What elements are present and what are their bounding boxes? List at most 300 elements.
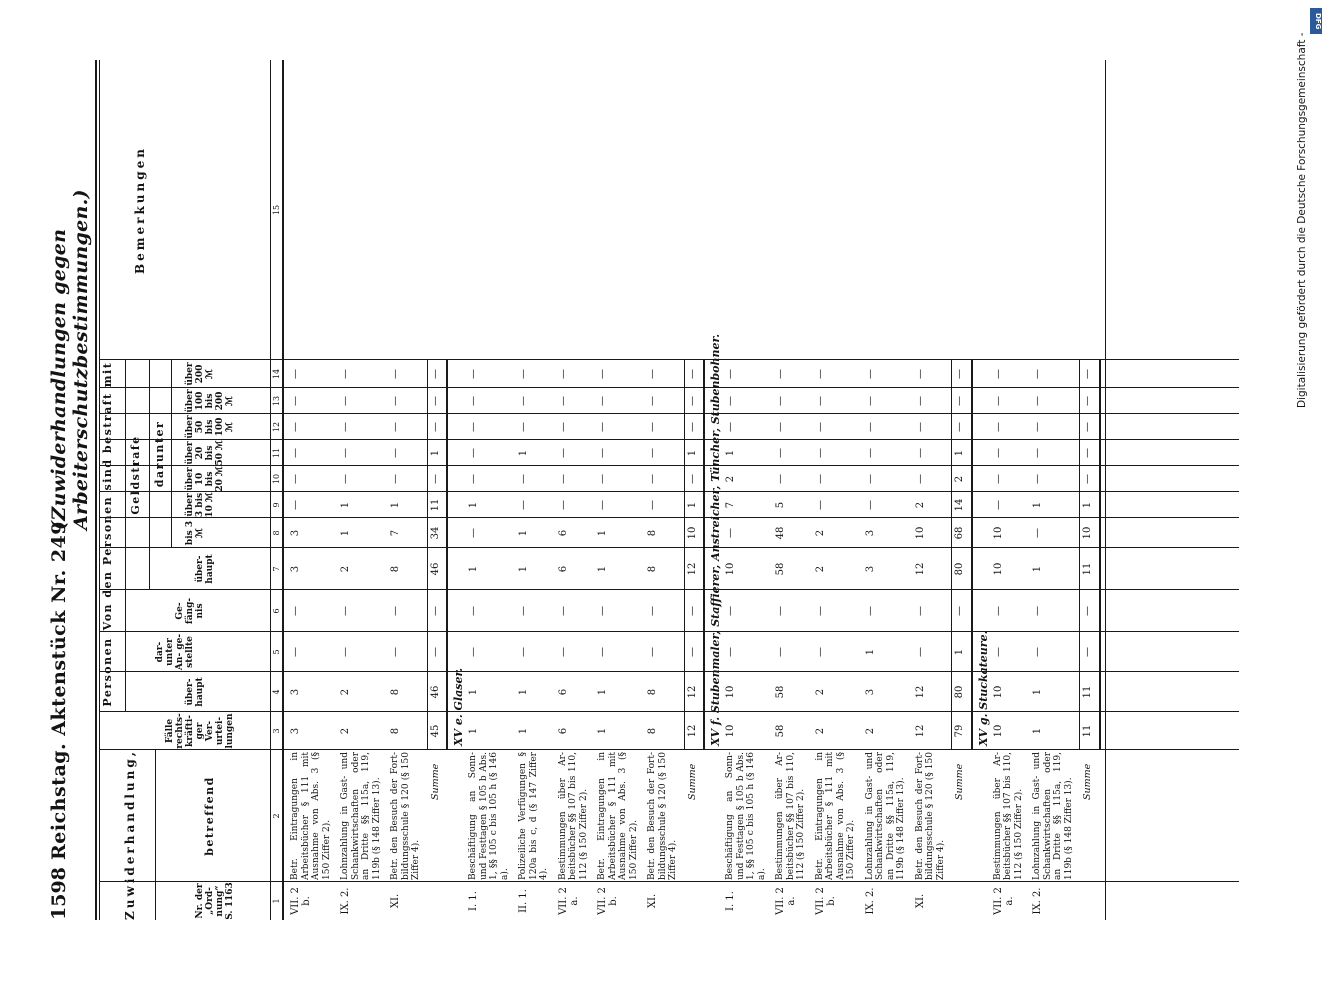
value-cell: — [864,474,876,484]
value-cell: — [518,369,529,379]
column-number: 3 [272,728,281,734]
value-cell: 1 [1032,727,1043,735]
value-cell: 3 [290,565,301,573]
header-betreffend: betreffend [203,776,216,856]
value-cell: 11 [1082,685,1093,699]
value-cell: 10 [725,562,736,576]
row-description: Betr. den Besuch der Fort- bildungsschule § 120 (§ 150 Ziffer 4). [390,752,421,880]
value-cell: — [390,396,401,406]
value-cell: 45 [429,724,441,738]
value-cell: — [290,396,301,406]
value-cell: — [429,606,441,616]
value-cell: 68 [954,526,965,540]
value-cell: — [954,396,965,406]
value-cell: 48 [775,526,786,540]
column-rule [99,589,1239,590]
value-cell: — [775,448,786,458]
value-cell: — [725,528,736,538]
value-cell: — [647,606,658,616]
column-number: 15 [272,204,281,216]
value-cell: — [468,422,479,432]
value-cell: — [468,448,479,458]
value-cell: — [725,396,736,406]
value-cell: 12 [914,685,926,699]
value-cell: — [468,606,479,616]
value-cell: — [390,448,401,458]
dfg-logo: DFG [1310,8,1322,34]
value-cell: — [775,369,786,379]
value-cell: — [647,647,658,657]
value-cell: — [597,369,608,379]
value-cell: 1 [954,449,965,457]
value-cell: 7 [390,529,401,537]
row-description: Betr. den Besuch der Fort- bildungsschule § 120 (§ 150 Ziffer 4). [914,752,946,880]
column-rule [99,881,1239,882]
value-cell: — [725,422,736,432]
header-personen: Personen [101,637,114,707]
value-cell: 11 [1082,724,1093,738]
value-cell: — [340,369,351,379]
row-description: Lohnzahlung in Gast- und Schankwirtschaften oder an Dritte §§ 115a, 119, 119b (§ 148 Ziffer 13). [340,752,382,880]
value-cell: — [814,369,826,379]
value-cell: 1 [686,449,698,457]
value-cell: — [1032,647,1043,657]
column-rule [99,547,1239,548]
row-description: Betr. Eintragungen in Arbeitsbücher § 111 mit Ausnahme von Abs. 3 (§ 150 Ziffer 2). [814,752,856,880]
rule-line [1105,60,1106,920]
value-cell: — [597,647,608,657]
header-geldstrafe: Geldstrafe [129,435,142,515]
rule-line [270,60,271,920]
value-cell: — [390,647,401,657]
value-cell: 8 [390,688,401,696]
rule-line [125,360,126,632]
value-cell: 2 [814,529,826,537]
value-cell: — [557,422,569,432]
value-cell: 1 [954,648,965,656]
value-cell: 8 [390,727,401,735]
paragraph-ref: IX. 2. [340,887,351,915]
paragraph-ref: VII. 2 a. [557,887,580,915]
value-cell: — [686,422,698,432]
value-cell: — [557,647,569,657]
column-number: 4 [272,689,281,695]
value-cell: 5 [775,501,786,509]
value-cell: 1 [597,565,608,573]
value-cell: — [468,528,479,538]
value-cell: 10 [914,526,926,540]
value-cell: 8 [647,565,658,573]
value-cell: — [725,369,736,379]
value-cell: — [775,606,786,616]
value-cell: 46 [429,562,441,576]
paragraph-ref: XI. [647,893,658,909]
value-cell: — [468,396,479,406]
value-cell: 1 [468,688,479,696]
value-cell: 2 [814,565,826,573]
value-cell: — [1082,647,1093,657]
column-rule [99,413,1239,414]
column-number: 2 [272,813,281,819]
value-cell: — [390,422,401,432]
value-cell: 1 [468,565,479,573]
value-cell: 11 [429,498,441,512]
value-cell: — [914,448,926,458]
value-cell: 2 [814,727,826,735]
rule-line [971,360,973,750]
value-cell: 1 [468,501,479,509]
column-rule [99,711,1239,712]
value-cell: 80 [954,685,965,699]
value-cell: 1 [597,727,608,735]
value-cell: 1 [390,501,401,509]
value-cell: — [992,500,1004,510]
header-bemerkungen: Bemerkungen [133,146,147,274]
value-cell: — [992,369,1004,379]
value-cell: — [1082,448,1093,458]
header-range-bis3: bis 3 ℳ [185,520,205,546]
header-range-u100: über 100 bis 200 ℳ [185,389,235,413]
value-cell: — [647,422,658,432]
section-title: XV g. Stuckateure. [976,630,990,746]
column-number: 12 [272,421,281,433]
page-number: 1598 [48,867,70,920]
row-description: Lohnzahlung in Gast- und Schankwirtschaften oder an Dritte §§ 115a, 119, 119b (§ 148 Ziffer 13). [1032,752,1074,880]
value-cell: — [557,448,569,458]
value-cell: — [290,606,301,616]
header-zuwiderhandlung: Zuwiderhandlung, [123,749,137,920]
value-cell: — [1082,396,1093,406]
value-cell: 79 [954,724,965,738]
value-cell: — [647,396,658,406]
value-cell: — [647,500,658,510]
column-number: 7 [272,566,281,572]
rule-line [446,360,448,750]
value-cell: 1 [518,688,529,696]
value-cell: — [390,474,401,484]
value-cell: — [914,369,926,379]
value-cell: 1 [597,688,608,696]
rule-line [125,632,126,712]
value-cell: 10 [992,724,1004,738]
value-cell: — [954,422,965,432]
paragraph-ref: II. 1. [518,889,529,913]
value-cell: 8 [647,529,658,537]
value-cell: — [775,647,786,657]
sum-label: Summe [429,763,441,800]
section-title: XV f. Stubenmaler, Staffierer, Anstreicher, Tüncher, Stubenbohner. [709,333,722,746]
value-cell: 58 [775,562,786,576]
value-cell: — [725,647,736,657]
value-cell: — [992,606,1004,616]
rule-line [282,60,284,920]
value-cell: — [814,448,826,458]
value-cell: 3 [864,529,876,537]
value-cell: 8 [390,565,401,573]
value-cell: — [340,647,351,657]
value-cell: — [814,474,826,484]
rule-line [427,360,428,750]
value-cell: — [814,606,826,616]
value-cell: — [429,474,441,484]
value-cell: 1 [518,565,529,573]
value-cell: — [914,474,926,484]
paragraph-ref: VII. 2 b. [597,887,619,915]
value-cell: — [647,369,658,379]
value-cell: 1 [429,449,441,457]
value-cell: 1 [1082,501,1093,509]
value-cell: — [814,422,826,432]
paragraph-ref: VII. 2 a. [992,887,1015,915]
row-description: Bestimmungen über Ar- beitsbücher §§ 107 bis 110, 112 (§ 150 Ziffer 2). [557,752,589,880]
row-description: Bestimmungen über Ar- beitsbücher §§ 107 bis 110, 112 (§ 150 Ziffer 2). [992,752,1024,880]
value-cell: — [1032,448,1043,458]
value-cell: — [290,647,301,657]
value-cell: 6 [557,565,569,573]
column-rule [99,465,1239,466]
value-cell: 12 [686,562,698,576]
rule-line [95,60,97,920]
header-darunter: darunter [153,420,166,488]
header-range-u50: über 50 bis 100 ℳ [185,415,235,439]
value-cell: — [1032,528,1043,538]
value-cell: — [686,396,698,406]
value-cell: — [557,474,569,484]
rule-line [171,360,172,548]
paragraph-ref: VII. 2 b. [290,887,312,915]
paragraph-ref: I. 1. [468,891,479,911]
value-cell: 1 [518,727,529,735]
value-cell: 1 [864,648,876,656]
value-cell: — [647,448,658,458]
column-number: 10 [272,473,281,485]
header-range-u200: über 200 ℳ [185,362,215,386]
value-cell: 14 [954,498,965,512]
value-cell: 10 [992,685,1004,699]
column-rule [99,359,1239,360]
row-description: Beschäftigung an Sonn- und Festtagen § 105 b Abs. 1, §§ 105 c bis 105 h (§ 146 a). [468,752,510,880]
value-cell: 58 [775,685,786,699]
paragraph-ref: I. 1. [725,891,736,911]
value-cell: 2 [814,688,826,696]
value-cell: — [390,606,401,616]
sum-label: Summe [1082,763,1093,800]
row-description: Beschäftigung an Sonn- und Festtagen § 105 b Abs. 1, §§ 105 c bis 105 h (§ 146 a). [725,752,767,880]
value-cell: — [1032,422,1043,432]
value-cell: 58 [775,724,786,738]
value-cell: — [340,396,351,406]
value-cell: — [914,422,926,432]
value-cell: — [914,396,926,406]
value-cell: — [992,474,1004,484]
value-cell: 46 [429,685,441,699]
value-cell: — [647,474,658,484]
value-cell: 8 [647,727,658,735]
value-cell: 6 [557,529,569,537]
value-cell: — [814,500,826,510]
value-cell: 2 [864,727,876,735]
value-cell: 1 [518,449,529,457]
rotated-page [40,40,1280,920]
row-description: Lohnzahlung in Gast- und Schankwirtschaften oder an Dritte §§ 115a, 119, 119b (§ 148 Ziffer 13). [864,752,906,880]
value-cell: — [992,448,1004,458]
value-cell: 11 [1082,562,1093,576]
value-cell: 2 [340,688,351,696]
value-cell: — [597,396,608,406]
paragraph-ref: XI. [914,893,926,909]
value-cell: — [518,606,529,616]
paragraph-ref: VII. 2 b. [814,887,837,915]
value-cell: 1 [725,449,736,457]
column-rule [99,671,1239,672]
value-cell: — [864,606,876,616]
column-number: 14 [272,368,281,380]
page-header [40,60,92,920]
rule-line [703,360,705,750]
value-cell: 8 [647,688,658,696]
digitization-note [1290,8,1314,968]
row-description: Betr. Eintragungen in Arbeitsbücher § 111 mit Ausnahme von Abs. 3 (§ 150 Ziffer 2). [290,752,332,880]
value-cell: — [597,422,608,432]
value-cell: 12 [686,724,698,738]
value-cell: — [686,369,698,379]
value-cell: — [1082,422,1093,432]
value-cell: 1 [518,529,529,537]
header-range-u10: über 10 bis 20 ℳ [185,466,225,492]
value-cell: — [992,647,1004,657]
value-cell: 2 [340,727,351,735]
column-number: 5 [272,649,281,655]
value-cell: — [468,369,479,379]
column-rule [99,749,1239,750]
value-cell: — [814,647,826,657]
value-cell: — [390,369,401,379]
column-rule [99,439,1239,440]
value-cell: — [597,500,608,510]
rule-line [1099,360,1101,750]
paragraph-ref: XI. [390,893,401,909]
value-cell: 2 [914,501,926,509]
value-cell: — [725,606,736,616]
header-gefaengnis: Ge- fäng- nis [175,597,205,625]
value-cell: — [597,474,608,484]
value-cell: — [518,396,529,406]
value-cell: — [340,422,351,432]
paragraph-ref: IX. 2. [1032,887,1043,915]
rule-line [1079,360,1080,750]
value-cell: — [775,422,786,432]
value-cell: — [518,422,529,432]
value-cell: 12 [914,562,926,576]
value-cell: — [557,369,569,379]
value-cell: — [340,448,351,458]
value-cell: — [468,647,479,657]
value-cell: 2 [340,565,351,573]
value-cell: 3 [864,688,876,696]
value-cell: 1 [340,501,351,509]
column-number: 13 [272,395,281,407]
value-cell: — [597,448,608,458]
column-rule [99,517,1239,518]
row-description: Betr. Eintragungen in Arbeitsbücher § 111 mit Ausnahme von Abs. 3 (§ 150 Ziffer 2). [597,752,639,880]
value-cell: 2 [954,475,965,483]
value-cell: — [340,606,351,616]
header-range-u3: über 3 bis 10 ℳ [185,492,215,518]
paragraph-ref: IX. 2. [864,887,876,915]
rule-line [155,750,156,920]
value-cell: — [686,647,698,657]
value-cell: — [518,500,529,510]
value-cell: — [290,500,301,510]
value-cell: — [775,396,786,406]
value-cell: — [914,647,926,657]
value-cell: 1 [468,727,479,735]
value-cell: — [518,647,529,657]
value-cell: 10 [686,526,698,540]
value-cell: 6 [557,727,569,735]
column-number: 6 [272,608,281,614]
page-subtitle: (Zuwiderhandlungen gegen Arbeiterschutzbestimmungen.) [48,189,92,530]
header-darunter-angestellte: dar- unter An- ge- stellte [155,633,195,671]
column-number: 11 [272,447,281,459]
value-cell: — [954,606,965,616]
column-rule [99,491,1239,492]
header-nr: Nr. der „Ord- nung“ S. 1163 [195,882,235,920]
digitization-text: Digitalisierung gefördert durch die Deutsche Forschungsgemeinschaft - [1296,32,1308,408]
value-cell: — [518,474,529,484]
rule-line [99,60,100,920]
value-cell: — [290,422,301,432]
value-cell: 10 [992,526,1004,540]
header-geld-ueberhaupt: über- haupt [195,554,215,584]
value-cell: 3 [290,688,301,696]
sum-label: Summe [954,763,965,800]
header-faelle: Fälle rechts- kräfti- ger Ver- urtei- lungen [165,713,235,749]
column-rule [99,387,1239,388]
value-cell: — [686,606,698,616]
row-description: Betr. den Besuch der Fort- bildungsschule § 120 (§ 150 Ziffer 4). [647,752,678,880]
sum-label: Summe [686,763,698,800]
value-cell: — [290,474,301,484]
rule-line [684,360,685,750]
value-cell: 3 [290,727,301,735]
value-cell: — [775,474,786,484]
value-cell: 10 [992,562,1004,576]
column-number: 9 [272,502,281,508]
rule-line [149,360,150,590]
value-cell: — [429,396,441,406]
value-cell: — [864,500,876,510]
value-cell: 1 [1032,565,1043,573]
value-cell: — [1032,606,1043,616]
value-cell: 10 [725,685,736,699]
value-cell: — [557,500,569,510]
value-cell: — [1082,474,1093,484]
column-rule [99,631,1239,632]
value-cell: — [429,369,441,379]
rule-line [951,360,952,750]
value-cell: 3 [290,529,301,537]
value-cell: — [1082,606,1093,616]
value-cell: 10 [1082,526,1093,540]
value-cell: 2 [725,475,736,483]
page-title: Reichstag. Aktenstück Nr. 249. [48,513,70,860]
value-cell: — [597,606,608,616]
value-cell: 3 [864,565,876,573]
value-cell: — [914,606,926,616]
column-number: 1 [272,898,281,904]
value-cell: 1 [1032,501,1043,509]
